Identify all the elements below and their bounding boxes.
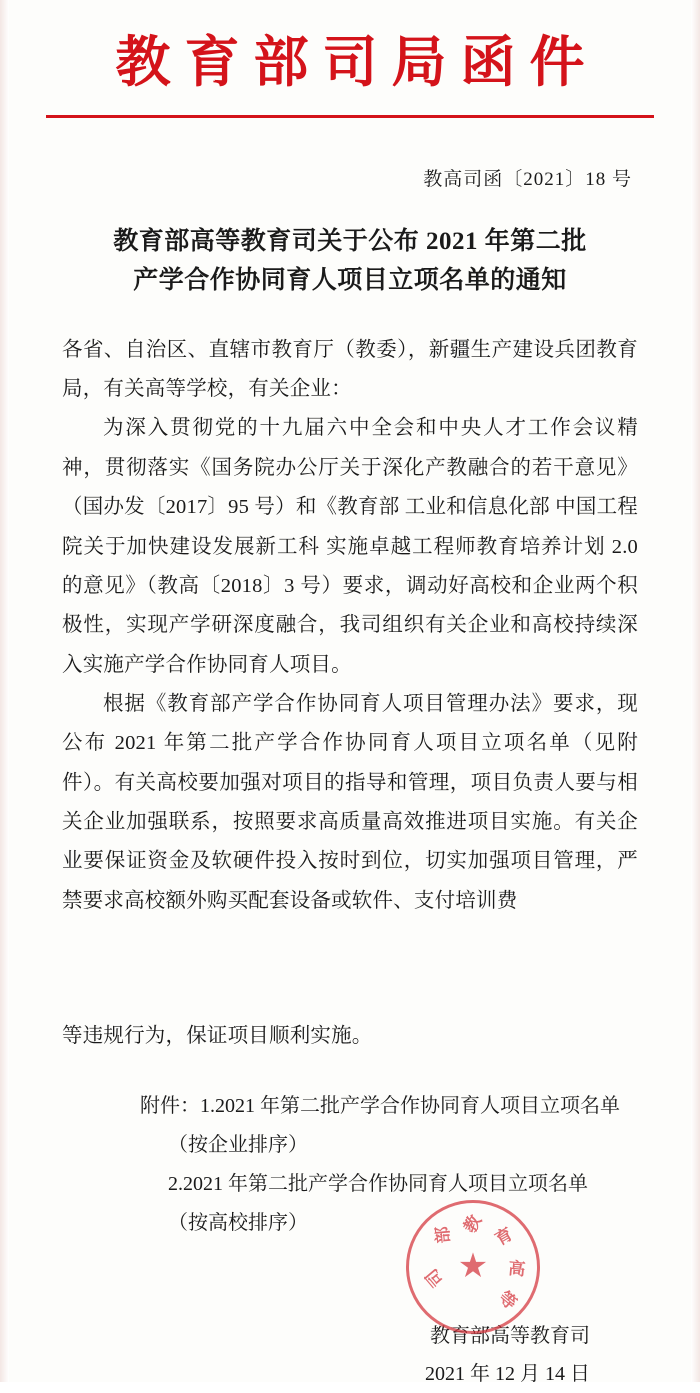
issue-date: 2021 年 12 月 14 日: [425, 1362, 590, 1385]
seal-star-icon: ★: [457, 1248, 489, 1285]
page-edge-right: [691, 0, 700, 1382]
attachment-item-2: 2.2021 年第二批产学合作协同育人项目立项名单: [168, 1172, 588, 1195]
attachment-item-1: 附件：1.2021 年第二批产学合作协同育人项目立项名单: [140, 1094, 620, 1117]
page-title: [0, 223, 700, 301]
signature-block: [0, 1317, 700, 1393]
page-edge-left: [0, 0, 9, 1382]
salutation: 各省、自治区、直辖市教育厅（教委），新疆生产建设兵团教育局，有关高等学校，有关企业：: [62, 338, 638, 401]
body-spacer: [62, 921, 638, 1017]
seal-text: 教 育 部 高 等 司: [421, 1211, 527, 1315]
masthead-title: 教育部司局函件: [115, 29, 599, 94]
body-paragraph-2: 根据《教育部产学合作协同育人项目管理办法》要求，现公布 2021 年第二批产学合作协同育人项目立项名单（见附件）。有关高校要加强对项目的指导和管理，项目负责人要与相关企业加强联系，按照要求高质量高效推进项目实施。有关企业要保证资金及软硬件投入按时到位，切实加强项目管理，严禁要求高校额外购买配套设备或软件、支付培训费: [62, 692, 638, 912]
issuing-organization: 教育部高等教育司: [430, 1324, 590, 1347]
masthead-divider: [46, 115, 654, 118]
body-paragraph-1: 为深入贯彻党的十九届六中全会和中央人才工作会议精神，贯彻落实《国务院办公厅关于深化产教融合的若干意见》（国办发〔2017〕95 号）和《教育部 工业和信息化部 中国工程院关于加快建设发展新工科 实施卓越工程师教育培养计划 2.0 的意见》（教高〔2018〕3 号）要求，调动好高校和企业两个积极性，实现产学研深度融合，我司组织有关企业和高校持续深入实施产学合作协同育人项目。: [62, 417, 638, 676]
attachment-item-2-note: （按高校排序）: [168, 1211, 308, 1234]
document-body: [0, 331, 700, 1057]
page-title-line-2: 产学合作协同育人项目立项名单的通知: [133, 267, 567, 294]
attachment-item-1-note: （按企业排序）: [168, 1133, 308, 1156]
attachment-list: [0, 1087, 700, 1243]
body-paragraph-3: 等违规行为，保证项目顺利实施。: [62, 1025, 373, 1048]
masthead: [0, 0, 700, 118]
page-title-line-1: 教育部高等教育司关于公布 2021 年第二批: [113, 228, 587, 256]
document-number: 教高司函〔2021〕18 号: [423, 169, 632, 191]
